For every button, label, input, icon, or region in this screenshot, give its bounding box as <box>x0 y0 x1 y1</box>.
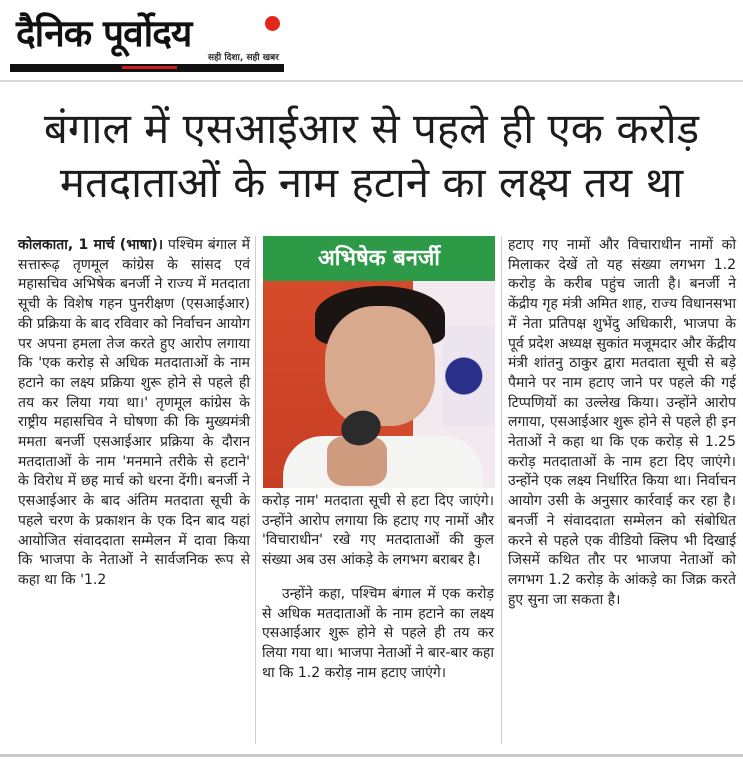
headline-line-2: मतदाताओं के नाम हटाने का लक्ष्य तय था <box>59 158 684 207</box>
column-divider <box>501 236 502 744</box>
headline-line-1: बंगाल में एसआईआर से पहले ही एक करोड़ <box>43 104 700 153</box>
photo-face <box>325 306 435 426</box>
column-1-text: पश्चिम बंगाल में सत्तारूढ़ तृणमूल कांग्रेस के सांसद एवं महासचिव अभिषेक बनर्जी ने राज्य में मतदाता सूची के विशेष गहन पुनरीक्षण (एसआईआर) की प्रक्रिया के बाद रविवार को निर्वाचन आयोग पर अपना हमला तेज करते हुए आरोप लगाया कि 'एक करोड़ से अधिक मतदाताओं के नाम हटाने का लक्ष्य प्रक्रिया शुरू होने से पहले ही तय कर लिया गया था।' तृणमूल कांग्रेस के राष्ट्रीय महासचिव ने घोषणा की कि मुख्यमंत्री ममता बनर्जी एसआईआर प्रक्रिया के दौरान मतदाताओं के नाम 'मनमाने तरीके से हटाने' के विरोध में छह मार्च को धरना देंगी। बनर्जी ने एसआईआर के बाद अंतिम मतदाता सूची के पहले चरण के प्रकाशन के एक दिन बाद यहां आयोजित संवाददाता सम्मेलन में दावा किया कि भाजपा के नेताओं ने सार्वजनिक रूप से कहा था कि '1.2 <box>18 237 251 588</box>
masthead-accent <box>122 66 177 69</box>
masthead <box>10 6 285 76</box>
logo-dot-icon <box>265 16 280 31</box>
article-column-3 <box>508 236 736 610</box>
article-column-1 <box>18 236 250 591</box>
newspaper-logo: दैनिक पूर्वोदय <box>16 12 192 55</box>
column-3-text: हटाए गए नामों और विचाराधीन नामों को मिलाकर देखें तो यह संख्या लगभग 1.2 करोड़ के करीब पहुंच जाती है। बनर्जी ने केंद्रीय गृह मंत्री अमित शाह, राज्य विधानसभा में नेता प्रतिपक्ष शुभेंदु अधिकारी, भाजपा के पूर्व प्रदेश अध्यक्ष सुकांत मजूमदार और केंद्रीय मंत्री शांतनु ठाकुर द्वारा मतदाता सूची से बड़े पैमाने पर नाम हटाए जाने पर पहले की गई टिप्पणियों का उल्लेख किया। उन्होंने आरोप लगाया, एसआईआर शुरू होने से पहले ही इन नेताओं ने कहा था कि एक करोड़ से 1.25 करोड़ मतदाताओं के नाम हटा दिए जाएंगे। उन्होंने एक लक्ष्य निर्धारित किया था। निर्वाचन आयोग उसी के अनुसार कार्रवाई कर रहा है। बनर्जी ने संवाददाता सम्मेलन को संबोधित करने से पहले एक वीडियो क्लिप भी दिखाई जिसमें कथित तौर पर भाजपा नेताओं को लगभग 1.2 करोड़ के आंकड़े का जिक्र करते हुए सुना जा सकता है। <box>508 237 736 608</box>
article-column-2 <box>262 492 494 683</box>
article-photo <box>263 236 495 488</box>
column-2-paragraph-2: उन्होंने कहा, पश्चिम बंगाल में एक करोड़ से अधिक मतदाताओं के नाम हटाने का लक्ष्य एसआईआर शुरू होने से पहले ही तय कर लिया गया था। भाजपा नेताओं ने बार-बार कहा था कि 1.2 करोड़ नाम हटाए जाएंगे। <box>262 585 494 681</box>
column-2-paragraph-1: करोड़ नाम' मतदाता सूची से हटा दिए जाएंगे। उन्होंने आरोप लगाया कि हटाए गए नामों और 'विचाराधीन' रखे गए मतदाताओं की कुल संख्या अब उस आंकड़े के लगभग बराबर है। <box>262 493 494 569</box>
header-divider <box>0 80 743 82</box>
photo-emblem <box>443 326 495 426</box>
tagline: सही दिशा, सही खबर <box>208 53 279 63</box>
column-divider <box>255 236 256 744</box>
headline <box>0 102 743 210</box>
bottom-rule <box>0 754 743 757</box>
photo-caption: अभिषेक बनर्जी <box>263 236 495 281</box>
dateline: कोलकाता, 1 मार्च (भाषा)। <box>18 237 164 253</box>
